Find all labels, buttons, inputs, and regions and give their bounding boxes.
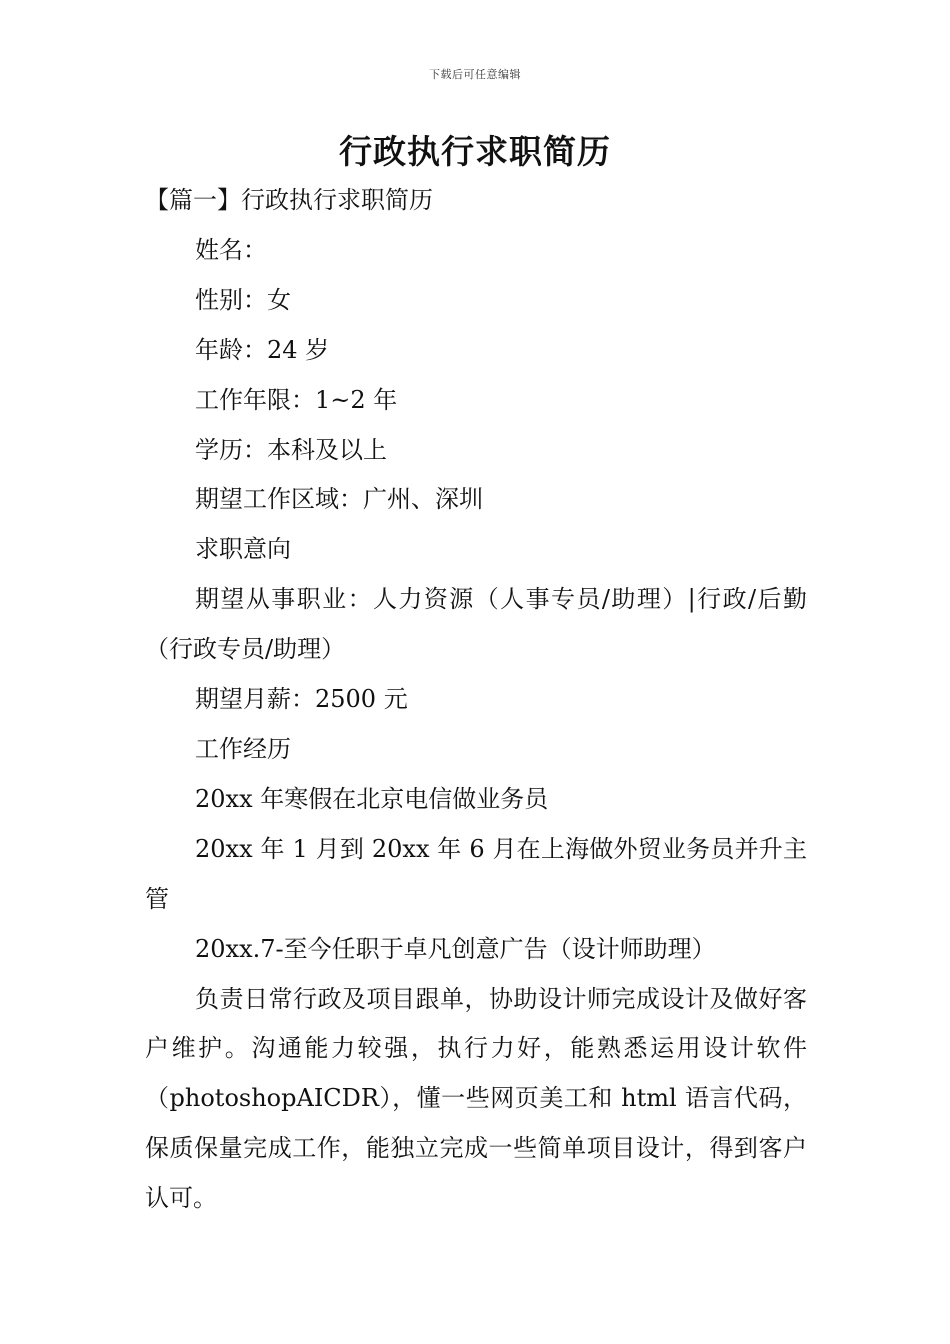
resume-body xyxy=(145,176,807,1224)
field-name: 姓名： xyxy=(195,235,267,264)
field-gender: 性别：女 xyxy=(195,285,291,314)
experience-item: 20xx.7-至今任职于卓凡创意广告（设计师助理） xyxy=(195,934,716,963)
field-desired-area: 期望工作区域：广州、深圳 xyxy=(195,485,483,514)
header-note: 下载后可任意编辑 xyxy=(429,68,521,81)
experience-description: 负责日常行政及项目跟单，协助设计师完成设计及做好客户维护。沟通能力较强，执行力好，能熟悉运用设计软件（photoshopAICDR），懂一些网页美工和 html 语言代码，保质保量完成工作，能独立完成一些简单项目设计，得到客户认可。 xyxy=(145,984,807,1213)
desired-job: 期望从事职业：人力资源（人事专员/助理）|行政/后勤（行政专员/助理） xyxy=(145,585,807,664)
intention-heading: 求职意向 xyxy=(195,535,291,564)
desired-salary: 期望月薪：2500 元 xyxy=(195,685,408,714)
field-work-years: 工作年限：1~2 年 xyxy=(195,385,398,414)
experience-heading: 工作经历 xyxy=(195,734,291,763)
document-title: 行政执行求职简历 xyxy=(339,132,611,171)
experience-item: 20xx 年寒假在北京电信做业务员 xyxy=(195,784,549,813)
field-education: 学历：本科及以上 xyxy=(195,435,387,464)
section-heading: 【篇一】行政执行求职简历 xyxy=(145,186,433,214)
experience-item: 20xx 年 1 月到 20xx 年 6 月在上海做外贸业务员并升主管 xyxy=(145,834,807,913)
field-age: 年龄：24 岁 xyxy=(195,335,330,364)
